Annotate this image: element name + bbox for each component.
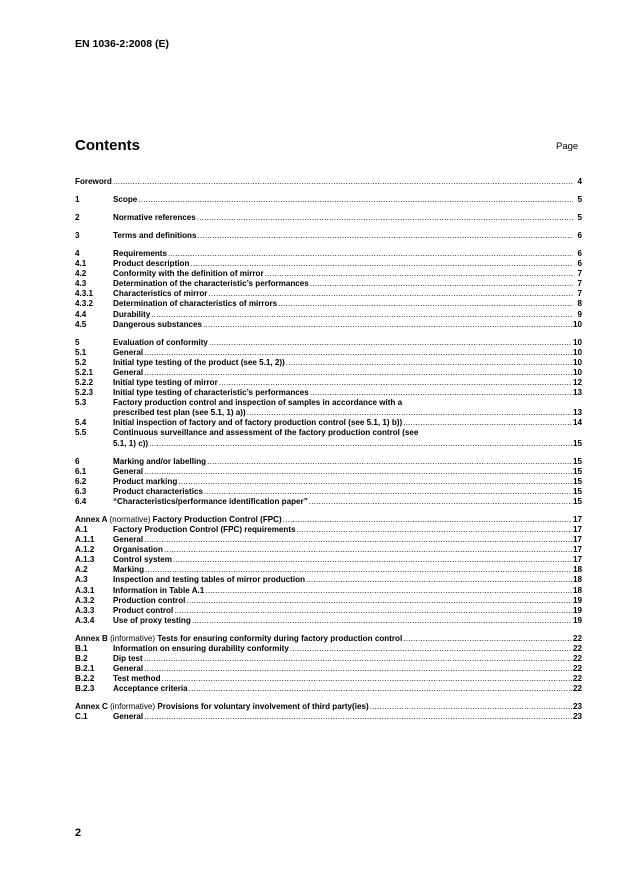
page-number: 2 xyxy=(75,827,82,839)
toc-entry-number: A.3.1 xyxy=(75,585,95,595)
annex-label: Annex C xyxy=(75,702,108,712)
toc-entry-page: 17 xyxy=(572,524,582,534)
toc-entry-title: Inspection and testing tables of mirror production xyxy=(113,575,306,585)
toc-entry-number: 6.2 xyxy=(75,476,87,486)
toc-entry[interactable] xyxy=(75,398,582,408)
toc-entry-title: Initial inspection of factory and of factory production control (see 5.1, 1) b)) xyxy=(113,418,403,428)
toc-entry-page: 13 xyxy=(572,388,582,398)
toc-entry-number: B.2.2 xyxy=(75,674,95,684)
toc-entry-number: B.2.1 xyxy=(75,664,95,674)
toc-entry-title: 5.1, 1) c)) xyxy=(113,438,149,448)
dot-leader xyxy=(403,418,572,428)
toc-entry-number: 2 xyxy=(75,212,80,222)
toc-entry-page: 10 xyxy=(572,337,582,347)
dot-leader xyxy=(278,299,573,309)
toc-entry-page: 17 xyxy=(572,545,582,555)
toc-entry[interactable] xyxy=(75,596,582,606)
toc-entry-page: 15 xyxy=(572,496,582,506)
dot-leader xyxy=(113,177,573,187)
toc-entry-title: Organisation xyxy=(113,545,163,555)
toc-entry-title: General xyxy=(113,367,144,377)
toc-entry-page: 10 xyxy=(572,347,582,357)
toc-entry-title: Production control xyxy=(113,595,186,605)
toc-entry-title xyxy=(75,515,282,525)
toc-entry[interactable] xyxy=(75,418,582,428)
toc-entry-title: Characteristics of mirror xyxy=(113,289,208,299)
toc-entry-title xyxy=(75,634,402,644)
toc-entry[interactable] xyxy=(75,439,582,449)
dot-leader xyxy=(144,368,572,378)
toc-entry-title: Acceptance criteria xyxy=(113,684,188,694)
dot-leader xyxy=(162,674,572,684)
dot-leader xyxy=(204,487,572,497)
page-column-label: Page xyxy=(556,141,579,152)
toc-entry-title: Test method xyxy=(113,674,161,684)
toc-entry-page: 15 xyxy=(572,466,582,476)
toc-entry[interactable] xyxy=(75,348,582,358)
toc-entry-number: 1 xyxy=(75,194,80,204)
toc-entry-page: 15 xyxy=(572,486,582,496)
toc-entry-title: Information on ensuring durability conformity xyxy=(113,643,289,653)
dot-leader xyxy=(290,644,572,654)
toc-entry[interactable] xyxy=(75,545,582,555)
toc-entry-title: Foreword xyxy=(75,177,112,186)
toc-entry[interactable] xyxy=(75,684,582,694)
toc-entry-number: A.3.3 xyxy=(75,605,95,615)
toc-entry-number: 5.3 xyxy=(75,398,87,408)
toc-entry[interactable] xyxy=(75,279,582,289)
toc-entry-page: 22 xyxy=(572,664,582,674)
toc-entry[interactable] xyxy=(75,497,582,507)
toc-entry-number: 6.1 xyxy=(75,466,87,476)
dot-leader xyxy=(286,358,572,368)
toc-entry[interactable] xyxy=(75,477,582,487)
toc-entry-page: 7 xyxy=(577,279,582,289)
toc-entry[interactable] xyxy=(75,555,582,565)
toc-entry[interactable] xyxy=(75,249,582,259)
toc-entry[interactable] xyxy=(75,565,582,575)
toc-entry[interactable] xyxy=(75,515,582,525)
dot-leader xyxy=(138,195,573,205)
toc-entry-page: 15 xyxy=(572,438,582,448)
toc-entry-number: 5.2.3 xyxy=(75,388,94,398)
dot-leader xyxy=(178,477,572,487)
dot-leader xyxy=(144,654,572,664)
dot-leader xyxy=(247,408,572,418)
toc-entry-page: 5 xyxy=(577,194,582,204)
toc-entry-title: Normative references xyxy=(113,212,196,222)
toc-entry-title: General xyxy=(113,535,144,545)
toc-entry[interactable] xyxy=(75,575,582,585)
toc-entry[interactable] xyxy=(75,408,582,418)
document-id-header: EN 1036-2:2008 (E) xyxy=(75,38,169,50)
dot-leader xyxy=(207,457,572,467)
toc-entry-page: 19 xyxy=(572,615,582,625)
toc-entry-page: 7 xyxy=(577,269,582,279)
toc-entry[interactable] xyxy=(75,457,582,467)
toc-entry-page: 18 xyxy=(572,575,582,585)
dot-leader xyxy=(203,320,572,330)
dot-leader xyxy=(209,338,572,348)
dot-leader xyxy=(309,497,572,507)
toc-entry-page: 12 xyxy=(572,377,582,387)
toc-entry[interactable] xyxy=(75,231,582,241)
toc-entry-number: 5.1 xyxy=(75,347,87,357)
toc-entry-number: 4 xyxy=(75,248,80,258)
toc-entry[interactable] xyxy=(75,299,582,309)
toc-entry-number: 4.3 xyxy=(75,279,87,289)
dot-leader xyxy=(219,378,572,388)
dot-leader xyxy=(283,515,572,525)
toc-entry-page: 23 xyxy=(572,702,582,712)
toc-entry-page: 19 xyxy=(572,605,582,615)
toc-entry[interactable] xyxy=(75,644,582,654)
toc-entry-page: 19 xyxy=(572,595,582,605)
toc-entry-title: Factory production control and inspection of samples in accordance with a xyxy=(113,398,403,408)
dot-leader xyxy=(370,702,572,712)
toc-entry-title: Marking xyxy=(113,565,145,575)
annex-title: Tests for ensuring conformity during factory production control xyxy=(157,633,403,643)
toc-entry-title: Terms and definitions xyxy=(113,230,197,240)
toc-entry[interactable] xyxy=(75,654,582,664)
toc-entry-page: 17 xyxy=(572,514,582,524)
toc-entry-page: 22 xyxy=(572,633,582,643)
toc-entry-page: 7 xyxy=(577,289,582,299)
contents-title: Contents xyxy=(75,137,140,154)
toc-entry[interactable] xyxy=(75,702,582,712)
toc-entry-number: 4.1 xyxy=(75,259,87,269)
toc-entry-page: 18 xyxy=(572,585,582,595)
toc-entry-number: 5.4 xyxy=(75,418,87,428)
toc-entry[interactable] xyxy=(75,368,582,378)
dot-leader xyxy=(186,596,572,606)
toc-entry-number: C.1 xyxy=(75,712,88,722)
toc-entry[interactable] xyxy=(75,634,582,644)
toc-entry-title: Determination of the characteristic’s performances xyxy=(113,279,309,289)
dot-leader xyxy=(164,545,572,555)
toc-entry-title: General xyxy=(113,347,144,357)
toc-entry[interactable] xyxy=(75,289,582,299)
toc-entry-number: 6.4 xyxy=(75,496,87,506)
toc-entry-page: 8 xyxy=(577,299,582,309)
annex-kind: (normative) xyxy=(109,514,151,524)
annex-label: Annex B xyxy=(75,633,108,643)
toc-entry[interactable] xyxy=(75,487,582,497)
toc-entry-title xyxy=(75,702,369,712)
toc-entry-page: 23 xyxy=(572,712,582,722)
dot-leader xyxy=(144,712,572,722)
toc-entry-page: 10 xyxy=(572,357,582,367)
toc-entry-page: 13 xyxy=(572,408,582,418)
toc-entry-page: 22 xyxy=(572,684,582,694)
toc-entry[interactable] xyxy=(75,712,582,722)
dot-leader xyxy=(197,213,573,223)
toc-entry-title: Marking and/or labelling xyxy=(113,456,207,466)
toc-entry[interactable] xyxy=(75,269,582,279)
dot-leader xyxy=(168,249,573,259)
dot-leader xyxy=(192,616,572,626)
toc-entry-title: Determination of characteristics of mirrors xyxy=(113,299,278,309)
toc-entry-title: Initial type testing of mirror xyxy=(113,377,218,387)
toc-entry-title: Product control xyxy=(113,605,174,615)
toc-entry-title: Continuous surveillance and assessment of the factory production control (see xyxy=(113,428,419,438)
annex-title: Provisions for voluntary involvement of third party(ies) xyxy=(157,702,369,712)
toc-entry-number: 4.3.1 xyxy=(75,289,94,299)
annex-label: Annex A xyxy=(75,514,108,524)
toc-entry-page: 6 xyxy=(577,259,582,269)
toc-entry-number: 5.2.2 xyxy=(75,377,94,387)
toc-entry[interactable] xyxy=(75,259,582,269)
toc-entry[interactable] xyxy=(75,428,582,438)
annex-kind: (informative) xyxy=(110,702,156,712)
toc-entry-page: 4 xyxy=(577,177,582,186)
toc-entry[interactable] xyxy=(75,358,582,368)
annex-kind: (informative) xyxy=(110,633,156,643)
toc-entry-page: 10 xyxy=(572,367,582,377)
toc-entry-number: 5.2.1 xyxy=(75,367,94,377)
toc-entry-title: Information in Table A.1 xyxy=(113,585,205,595)
toc-entry-title: Control system xyxy=(113,555,172,565)
toc-entry-page: 18 xyxy=(572,565,582,575)
toc-entry-number: 4.5 xyxy=(75,319,87,329)
toc-entry-number: A.1.1 xyxy=(75,535,95,545)
toc-entry-page: 5 xyxy=(577,212,582,222)
dot-leader xyxy=(144,348,572,358)
toc-entry[interactable] xyxy=(75,177,582,187)
toc-entry-page: 15 xyxy=(572,476,582,486)
toc-entry-title: General xyxy=(113,466,144,476)
toc-entry-number: B.1 xyxy=(75,643,88,653)
toc-entry[interactable] xyxy=(75,616,582,626)
toc-entry-page: 22 xyxy=(572,674,582,684)
toc-entry-number: A.1.3 xyxy=(75,555,95,565)
toc-entry-number: 4.4 xyxy=(75,309,87,319)
dot-leader xyxy=(306,575,572,585)
toc-entry-number: A.2 xyxy=(75,565,88,575)
dot-leader xyxy=(198,231,574,241)
toc-entry-page: 6 xyxy=(577,230,582,240)
toc-entry-number: 3 xyxy=(75,230,80,240)
toc-entry-title: prescribed test plan (see 5.1, 1) a)) xyxy=(113,408,246,418)
toc-entry[interactable] xyxy=(75,586,582,596)
toc-entry-title: “Characteristics/performance identification paper” xyxy=(113,496,308,506)
toc-entry-page: 22 xyxy=(572,643,582,653)
dot-leader xyxy=(144,467,572,477)
dot-leader xyxy=(173,555,572,565)
toc-entry-page: 9 xyxy=(577,309,582,319)
toc-entry[interactable] xyxy=(75,195,582,205)
toc-entry-page: 6 xyxy=(577,248,582,258)
toc-entry[interactable] xyxy=(75,525,582,535)
toc-entry-number: A.3.4 xyxy=(75,615,95,625)
dot-leader xyxy=(189,684,572,694)
toc-entry-page: 14 xyxy=(572,418,582,428)
toc-entry-number: 6.3 xyxy=(75,486,87,496)
toc-entry[interactable] xyxy=(75,467,582,477)
toc-entry-title: Product description xyxy=(113,259,190,269)
dot-leader xyxy=(190,259,573,269)
toc-entry-page: 10 xyxy=(572,319,582,329)
dot-leader xyxy=(208,289,573,299)
toc-entry-number: B.2.3 xyxy=(75,684,95,694)
toc-entry-title: Product characteristics xyxy=(113,486,203,496)
toc-entry-number: A.1.2 xyxy=(75,545,95,555)
toc-entry-number: 5.2 xyxy=(75,357,87,367)
toc-entry-title: Conformity with the definition of mirror xyxy=(113,269,264,279)
toc-entry[interactable] xyxy=(75,320,582,330)
dot-leader xyxy=(144,535,572,545)
toc-entry[interactable] xyxy=(75,388,582,398)
toc-entry-page: 17 xyxy=(572,555,582,565)
toc-entry-title: Factory Production Control (FPC) requirements xyxy=(113,524,296,534)
toc-entry-page: 15 xyxy=(572,456,582,466)
dot-leader xyxy=(403,634,572,644)
toc-entry-title: General xyxy=(113,664,144,674)
dot-leader xyxy=(151,310,573,320)
dot-leader xyxy=(310,279,573,289)
annex-title: Factory Production Control (FPC) xyxy=(152,514,282,524)
toc-entry[interactable] xyxy=(75,664,582,674)
toc-entry-title: Evaluation of conformity xyxy=(113,337,208,347)
toc-entry[interactable] xyxy=(75,674,582,684)
toc-entry-number: A.3 xyxy=(75,575,88,585)
dot-leader xyxy=(174,606,572,616)
dot-leader xyxy=(297,525,572,535)
toc-entry[interactable] xyxy=(75,606,582,616)
dot-leader xyxy=(265,269,573,279)
toc-entry[interactable] xyxy=(75,338,582,348)
toc-entry-title: Durability xyxy=(113,309,151,319)
toc-entry[interactable] xyxy=(75,213,582,223)
toc-entry-number: A.3.2 xyxy=(75,595,95,605)
toc-entry-page: 22 xyxy=(572,653,582,663)
dot-leader xyxy=(149,439,572,449)
toc-entry-title: Initial type testing of the product (see 5.1, 2)) xyxy=(113,357,285,367)
dot-leader xyxy=(205,586,572,596)
toc-entry-number: 5.5 xyxy=(75,428,87,438)
toc-entry-title: Use of proxy testing xyxy=(113,615,191,625)
toc-entry[interactable] xyxy=(75,378,582,388)
table-of-contents xyxy=(75,177,582,722)
toc-entry-title: Requirements xyxy=(113,248,167,258)
toc-entry-title: Product marking xyxy=(113,476,178,486)
dot-leader xyxy=(144,664,572,674)
toc-entry-title: Initial type testing of characteristic’s performances xyxy=(113,388,309,398)
toc-entry-number: A.1 xyxy=(75,524,88,534)
toc-entry[interactable] xyxy=(75,535,582,545)
toc-entry-number: 5 xyxy=(75,337,80,347)
toc-entry-title: Dangerous substances xyxy=(113,319,203,329)
toc-entry[interactable] xyxy=(75,310,582,320)
toc-entry-number: 4.3.2 xyxy=(75,299,94,309)
dot-leader xyxy=(145,565,572,575)
toc-entry-number: 4.2 xyxy=(75,269,87,279)
toc-entry-title: Dip test xyxy=(113,653,143,663)
toc-entry-number: B.2 xyxy=(75,653,88,663)
toc-entry-title: General xyxy=(113,712,144,722)
toc-entry-title: Scope xyxy=(113,194,138,204)
toc-entry-page: 17 xyxy=(572,535,582,545)
toc-entry-number: 6 xyxy=(75,456,80,466)
dot-leader xyxy=(310,388,572,398)
